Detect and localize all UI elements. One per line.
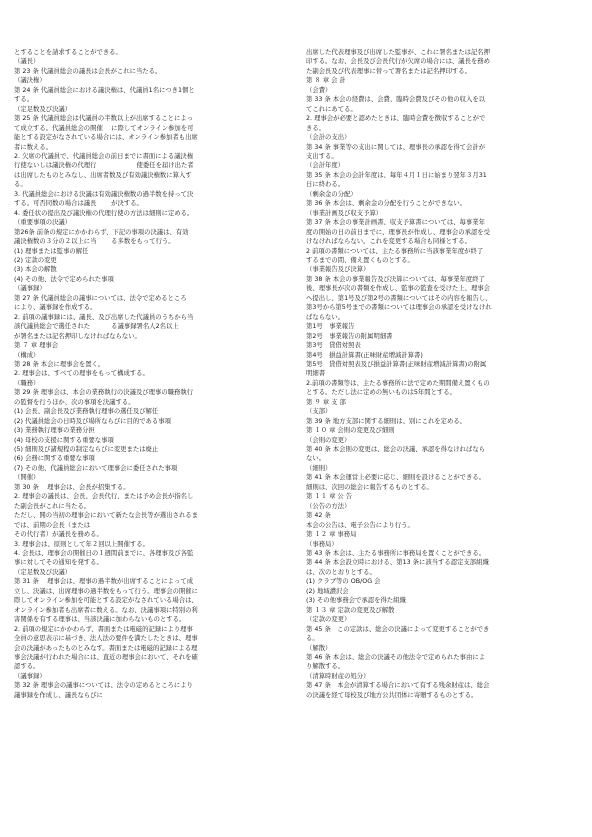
- text-line: （剰余金の分配）: [306, 190, 357, 198]
- text-line: 会の決議があったものとみなす。書面または電磁的記録による理: [14, 644, 198, 652]
- text-line: 第 37 条 本会の事業計画書、収支予算書については、毎事業年: [306, 219, 485, 227]
- text-line: 日に終わる。: [306, 181, 345, 189]
- text-line: 議決権数の３分の２以上に当 る多数をもって行う。: [14, 238, 175, 246]
- text-line: 事会決議が行われた場合には、直近の理事会において、それを確: [14, 654, 198, 661]
- text-line: （公告の方法）: [306, 502, 351, 510]
- text-line: り解散する。: [306, 663, 345, 671]
- text-line: 第 27 条 代議員総会の議事については、法令で定めるところ: [14, 294, 187, 302]
- text-line: 第 36 条 本会は、剰余金の分配を行うことができない。: [306, 200, 467, 208]
- text-line: （会計年度）: [306, 162, 345, 170]
- text-line: 議事録を作成し、議長ならびに: [14, 691, 103, 699]
- text-line: (6) 会務に関する重要な事項: [14, 455, 95, 463]
- text-line: 第 １３ 章 定款の変更及び解散: [306, 606, 395, 614]
- text-line: （事務局）: [306, 540, 338, 548]
- text-line: 2. 理事会は、すべての理事をもって構成する。: [14, 370, 149, 378]
- text-line: とすることを請求することができる。: [14, 49, 122, 56]
- text-line: その代行者）が議長を務める。: [14, 531, 103, 539]
- text-line: 4. 委任状の提出及び議決権の代理行使の方法は細則に定める。: [14, 209, 194, 217]
- text-line: 第 30 条 理事会は、会長が招集する。: [14, 483, 130, 491]
- text-line: （議事録）: [14, 672, 46, 680]
- text-line: 第 １１ 章 公 告: [306, 493, 353, 501]
- text-line: では、前期の会長（または: [14, 521, 91, 529]
- text-line: 能とする設定がなされている場合には、オンライン参加者も出席: [14, 134, 198, 142]
- text-line: 3. 代議員総会における決議は有効議決権数の過半数を持って決: [14, 190, 194, 198]
- text-line: 第 １０ 章 会則の変更及び細則: [306, 427, 395, 435]
- text-line: オンライン参加者も出席者に数える。なお、決議事項に特別の利: [14, 606, 198, 614]
- text-line: 第 42 条: [306, 512, 331, 520]
- text-line: 者に数える。: [14, 143, 53, 151]
- text-line: 本会の公告は、電子公告により行う。: [306, 521, 414, 529]
- text-line: （事業報告及び決算）: [306, 266, 370, 274]
- text-line: 第 28 条 本会に理事会を置く。: [14, 360, 105, 368]
- text-line: (4) その他、法令で定められた事項: [14, 275, 114, 283]
- text-line: の決議を経て母校及び地方公共団体に寄贈するものとする。: [306, 691, 478, 699]
- text-line: た副会長がこれに当たる。: [14, 502, 91, 510]
- text-line: 第 34 条 事業等の支出に関しては、理事長の承認を得て会計が: [306, 143, 486, 151]
- text-line: 第2号 事業報告の附属明細書: [306, 332, 393, 340]
- text-line: 2. 欠席の代議員で、代議員総会の前日までに書面による議決権: [14, 152, 194, 160]
- text-line: （定款の変更）: [306, 616, 351, 624]
- text-line: とする。ただし法に定めの無いものは5年間とする。: [306, 389, 456, 397]
- text-line: (2) 地域濃沢会: [306, 587, 349, 595]
- text-line: 第 43 条 本会は、主たる事務所に事務局を置くことができる。: [306, 550, 486, 558]
- text-line: 印する。なお、会長及び会長代行が欠席の場合には、議長を務め: [306, 58, 490, 66]
- text-line: きる。: [306, 124, 326, 132]
- text-line: 第 ８ 章 会 計: [306, 77, 346, 85]
- text-line: 第3号から第5号までの書類については理事会の承認を受けなけれ: [306, 304, 492, 312]
- text-line: (3) 本会の解散: [14, 266, 57, 274]
- text-line: 2. 理事会の議長は、会長、会長代行、または予め会長が指名し: [14, 493, 194, 501]
- text-line: けなければならない。これを変更する場合も同様とする。: [306, 238, 471, 246]
- text-line: (2) 代議員総会の日時及び場所ならびに目的である事項: [14, 417, 171, 425]
- text-line: (1) 会長、副会長及び業務執行理事の選任及び解任: [14, 408, 159, 416]
- text-line: 後、理事長が次の書類を作成し、監事の監査を受けた上、理事会: [306, 285, 490, 293]
- text-line: （定足数及び決議）: [14, 105, 72, 113]
- text-line: する。: [14, 96, 34, 104]
- text-line: （職務）: [14, 379, 40, 387]
- text-line: 第1号 事業報告: [306, 323, 355, 331]
- text-line: 2 前項の書類については、主たる事務所に当該事業年度が終了: [306, 247, 484, 255]
- text-line: (3) 業務執行理事の業務分担: [14, 427, 95, 435]
- text-line: 第 32 条 理事会の議事については、法令の定めるところにより: [14, 682, 193, 690]
- text-line: （解散）: [306, 644, 332, 652]
- text-line: る。: [306, 635, 319, 643]
- text-line: 認する。: [14, 663, 40, 671]
- text-line: 2. 前項の規定にかかわらず、書面または電磁的記録により理事: [14, 625, 193, 633]
- text-line: 度の開始の日の前日までに、理事長が作成し、理事会の承認を受: [306, 228, 490, 236]
- text-line: る。: [14, 181, 27, 189]
- left-column: [14, 48, 286, 700]
- text-line: (1) 理事または監事の解任: [14, 247, 89, 255]
- text-line: (4) 母校の支援に関する重要な事項: [14, 436, 114, 444]
- text-line: するまでの間、備え置くものとする。: [306, 256, 414, 264]
- text-line: ない。: [306, 455, 326, 463]
- text-line: 第 38 条 本会の事業報告及び決算については、毎事業年度終了: [306, 275, 485, 283]
- text-line: 細則は、次回の総会に報告するものとする。: [306, 483, 433, 491]
- text-line: 第 25 条 代議員総会は代議員の半数以上が出席することによっ: [14, 115, 194, 123]
- text-line: (5) 細則及び諸規程の制定ならびに変更または廃止: [14, 446, 159, 454]
- text-line: （議長）: [14, 58, 40, 66]
- text-line: 第5号 貸借対照表及び損益計算書(正味財産増減計算書)の附属: [306, 360, 487, 368]
- text-line: 全員の意思表示に基づき、法人法の要件を満たしたときは、理事: [14, 635, 198, 643]
- text-line: 第 44 条 本会設立時における、第13 条に該当する認定支部組織: [306, 559, 489, 567]
- text-line: （事業計画及び収支予算）: [306, 209, 383, 217]
- text-line: 第 23 条 代議員総会の議長は会長がこれに当たる。: [14, 67, 162, 75]
- text-line: てこれにあてる。: [306, 105, 357, 113]
- text-line: 第 40 条 本会則の変更は、総会の決議、承認を得なければなら: [306, 446, 486, 454]
- text-line: （重要事項の決議）: [14, 219, 72, 227]
- text-line: 4. 会長は、理事会の開催日の１週間前までに、各理事及び各監: [14, 550, 194, 558]
- text-line: 該代議員総会で選任された る議事録署名人2名以上: [14, 323, 179, 331]
- text-line: 事に対してその通知を発する。: [14, 559, 103, 567]
- text-line: （会則の変更）: [306, 436, 351, 444]
- text-line: ただし、開の当初の理事会において新たな会長等が選出されるま: [14, 512, 198, 520]
- text-line: 3. 理事会は、原則として年２回以上開催する。: [14, 540, 149, 548]
- text-line: 第 24 条 代議員総会における議決権は、代議員1名につき1個と: [14, 86, 195, 94]
- text-line: が署名または記名押印しなければならない。: [14, 332, 141, 340]
- text-line: へ提出し、第1号及び第2号の書類についてはその内容を報告し、: [306, 294, 492, 302]
- text-line: て成立する。代議員総会の開催 に際してオンライン参加を可: [14, 124, 194, 132]
- text-line: （会費）: [306, 86, 332, 94]
- text-line: は、次のとおりとする。: [306, 568, 376, 576]
- text-line: 第 35 条 本会の会計年度は、毎年４月１日に始まり翌年３月31: [306, 171, 487, 179]
- text-line: 第 39 条 地方支部に関する細則は、別にこれを定める。: [306, 417, 467, 425]
- text-line: は出席したものとみなし、出席者数及び有効議決権数に算入す: [14, 171, 192, 179]
- text-line: 明細書: [306, 370, 326, 378]
- text-line: 支出する。: [306, 152, 338, 160]
- text-line: （定足数及び決議）: [14, 568, 72, 576]
- text-line: 第 29 条 理事会は、本会の業務執行の決議及び理事の職務執行: [14, 389, 194, 397]
- text-line: する。可否同数の場合は議長 が決する。: [14, 200, 143, 208]
- text-line: 2. 理事会が必要と認めたときは、臨時会費を徴収することがで: [306, 115, 486, 123]
- text-line: 行使ないしは議決権の代理行 使委任を届け出た者: [14, 162, 194, 170]
- text-line: により、議事録を作成する。: [14, 304, 97, 312]
- text-line: 第4号 損益計算書(正味財産増減計算書): [306, 351, 423, 359]
- text-line: 立し、決議は、出席理事の過半数をもって行う。理事会の開催に: [14, 587, 198, 595]
- text-line: 第 47 条 本会が清算する場合において有する残余財産は、総会: [306, 682, 490, 690]
- text-line: (1) クラブ等の OB/OG 会: [306, 578, 381, 586]
- text-line: 第 31 条 理事会は、理事の過半数が出席することによって成: [14, 578, 194, 586]
- text-line: 害関係を有する理事は、当該決議に加わらないものとする。: [14, 616, 186, 624]
- text-line: （議決権）: [14, 77, 46, 85]
- text-line: （開催）: [14, 474, 40, 482]
- text-line: （構成）: [14, 351, 40, 359]
- text-line: (3) その他事務会で承認を得た組織: [306, 597, 406, 605]
- text-line: (2) 定款の変更: [14, 256, 57, 264]
- text-line: 際してオンライン参加を可能とする設定がなされている場合は、: [14, 597, 198, 605]
- text-line: の監督を行うほか、次の事項を決議する。: [14, 398, 135, 406]
- text-line: 第 46 条 本会は、総会の決議その他法令で定められた事由によ: [306, 654, 486, 661]
- text-line: 出席した代表理事及び出席した監事が、これに署名または記名押: [306, 49, 490, 56]
- text-line: 第 １２ 章 事務局: [306, 531, 357, 539]
- text-line: 2. 前項の議事録には、議長、及び出席した代議員のうちから当: [14, 313, 194, 321]
- text-line: 第26条 前条の規定にかかわらず、下記の事項の決議は、有効: [14, 228, 189, 236]
- text-line: 第 45 条 この定款は、総会の決議によって変更することができ: [306, 625, 490, 633]
- text-line: 第 ７ 章 理事会: [14, 342, 59, 350]
- text-line: た副会長及び代表理事に替って署名または記名押印する。: [306, 67, 471, 75]
- text-line: （支部）: [306, 408, 332, 416]
- text-line: 第3号 貸借対照表: [306, 342, 361, 350]
- text-line: 2.前項の書類等は、主たる事務所に法で定めた期間備え置くもの: [306, 379, 490, 387]
- text-line: （議事録）: [14, 285, 46, 293]
- text-line: 第 ９ 章 支 部: [306, 398, 346, 406]
- text-line: （清算時財産の処分）: [306, 672, 370, 680]
- text-line: ばならない。: [306, 313, 345, 321]
- text-line: （会計の支出）: [306, 134, 351, 142]
- text-line: 第 41 条 本会運営上必要に応じ、細則を設けることができる。: [306, 474, 486, 482]
- text-line: (7) その他、代議員総会において理事会に委任された事項: [14, 464, 178, 472]
- text-line: （細則）: [306, 464, 332, 472]
- text-line: 第 33 条 本会の経費は、会費、臨時会費及びその他の収入を以: [306, 96, 486, 104]
- right-column: [306, 48, 578, 700]
